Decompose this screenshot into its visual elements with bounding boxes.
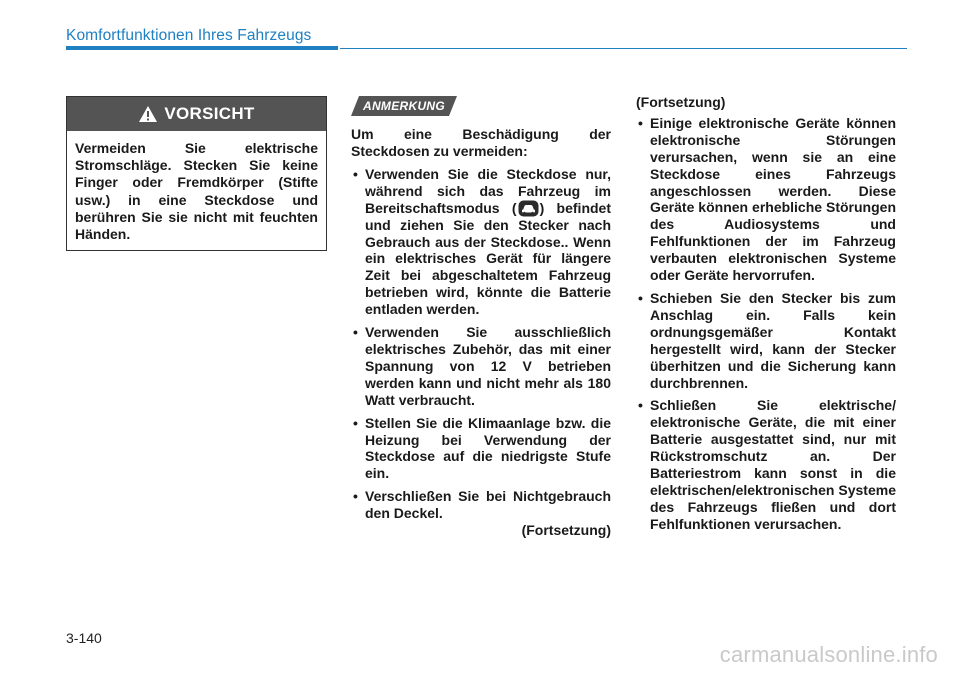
list-item: • Verwenden Sie ausschließlich elektrisches Zubehör, das mit einer Spannung von 12 V betrieben werden kann und nicht mehr als 180 Watt verbraucht. — [351, 324, 611, 409]
list-item: • Stellen Sie die Klimaanlage bzw. die Heizung bei Verwendung der Steckdose auf die niedrigste Stufe ein. — [351, 415, 611, 483]
list-item: • Verschließen Sie bei Nichtgebrauch den Deckel. — [351, 488, 611, 522]
note-list — [351, 166, 611, 522]
note-column-middle — [351, 126, 611, 539]
caution-text: Vermeiden Sie elektrische Stromschläge. Stecken Sie keine Finger oder Fremdkörper (Stifte usw.) in eine Steckdose und berühren Sie sie nicht mit feuchten Händen. — [75, 140, 318, 243]
page-number: 3-140 — [66, 630, 102, 646]
list-item: • Schieben Sie den Stecker bis zum Anschlag ein. Falls kein ordnungsgemäßer Kontakt hergestellt wird, kann der Stecker überhitzen und die Sicherung kann durchbrennen. — [636, 290, 896, 391]
section-title: Komfortfunktionen Ihres Fahrzeugs — [66, 27, 312, 44]
ready-mode-car-icon — [518, 200, 539, 217]
continued-label: (Fortsetzung) — [521, 522, 611, 539]
header-rule — [340, 48, 907, 49]
watermark: carmanualsonline.info — [719, 642, 938, 667]
note-column-right — [636, 94, 896, 533]
note-intro: Um eine Beschädigung der Steckdosen zu vermeiden: — [351, 126, 611, 159]
warning-triangle-icon — [138, 105, 158, 123]
note-label — [351, 96, 457, 116]
continued-label: (Fortsetzung) — [636, 94, 726, 110]
list-item — [351, 166, 611, 318]
list-item: • Einige elektronische Geräte können elektronische Störungen verursachen, wenn sie an eine Steckdose eines Fahrzeugs angeschlossen werden. Diese Geräte können erhebliche Störungen des Audiosystems und Fehlfunktionen der im Fahrzeug verbauten elektronischen Systeme oder Geräte hervorrufen. — [636, 115, 896, 284]
list-item: • Schließen Sie elektrische/ elektronische Geräte, die mit einer Batterie ausgestattet sind, nur mit Rückstromschutz an. Der Batteriestrom kann sonst in die elektrischen/elektronischen Systeme des Fahrzeugs fließen und dort Fehlfunktionen verursachen. — [636, 397, 896, 532]
note-label-text: ANMERKUNG — [362, 99, 446, 113]
header-accent-bar — [66, 46, 338, 50]
list-item-text: ) befindet und ziehen Sie den Stecker nach Gebrauch aus der Steckdose.. Wenn ein elektrisches Gerät für längere Zeit bei abgeschaltetem Fahrzeug betrieben wird, könnte die Batterie entladen werden. — [365, 199, 611, 318]
caution-box — [66, 96, 327, 251]
note-list — [636, 115, 896, 533]
caution-header — [67, 97, 326, 131]
caution-title: VORSICHT — [164, 104, 255, 123]
list-item-text: Verwenden Sie die Steckdose nur, während sich das Fahrzeug im Bereitschaftsmodus ( — [365, 165, 611, 216]
